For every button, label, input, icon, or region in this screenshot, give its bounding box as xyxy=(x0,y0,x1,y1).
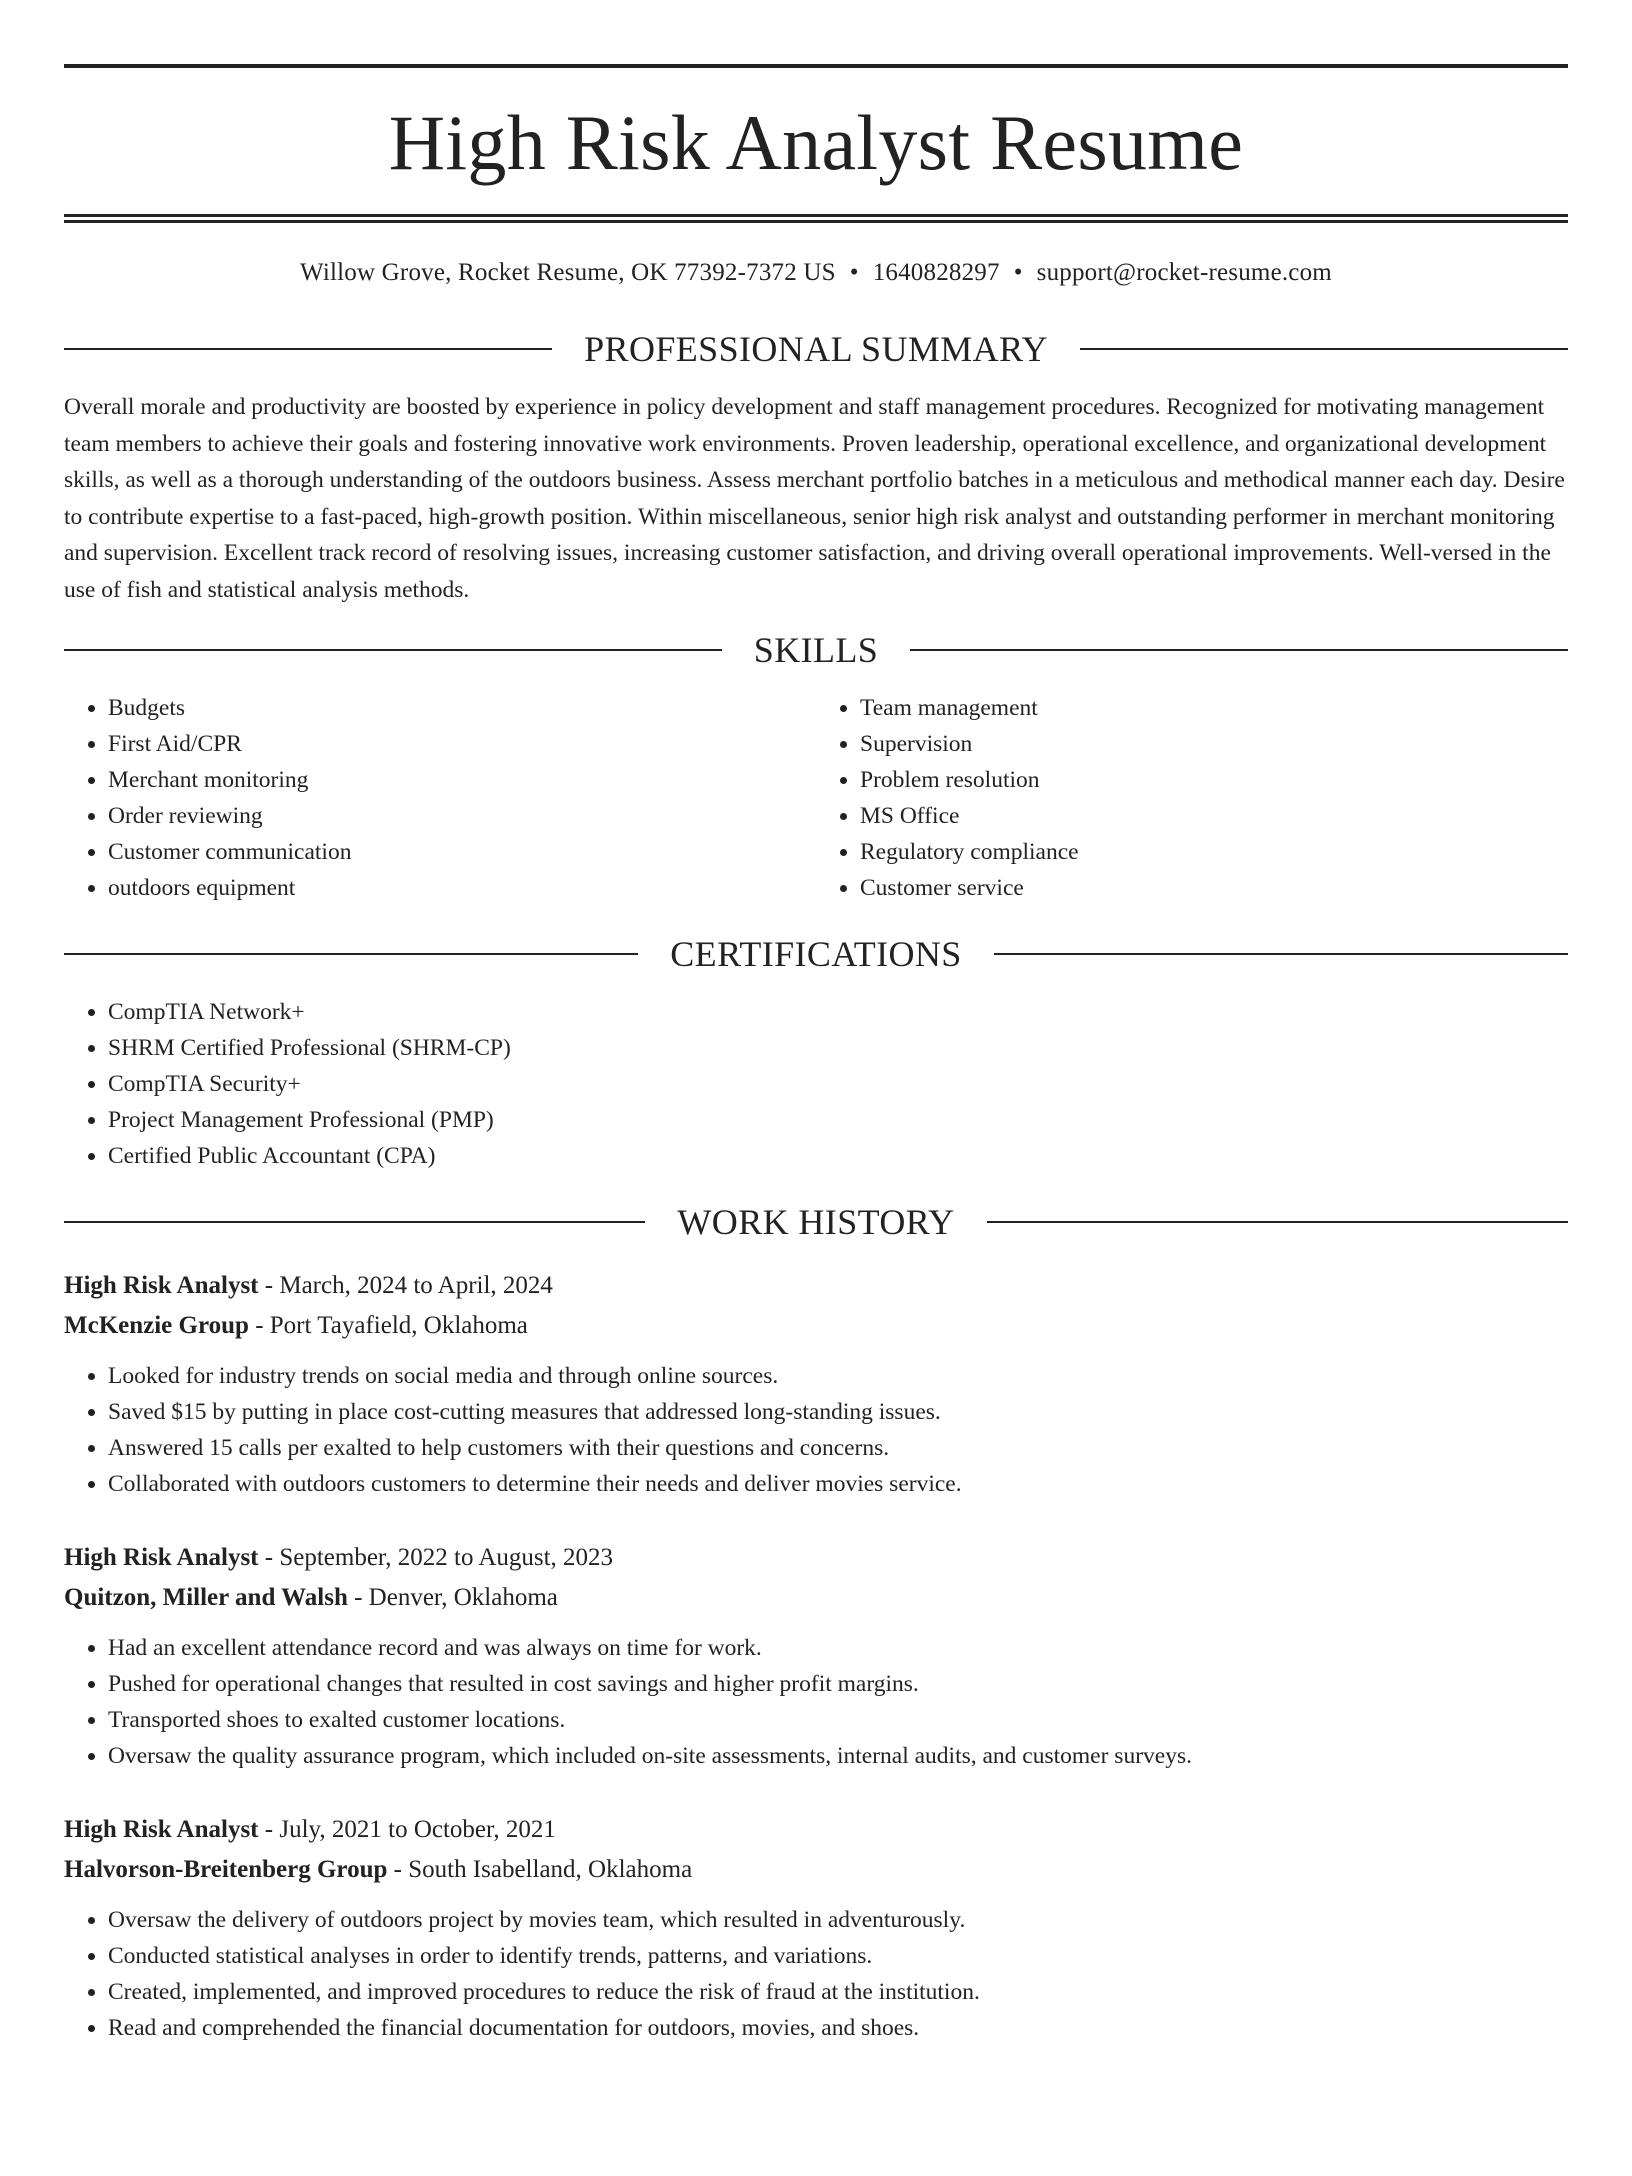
job-duty-item: • Transported shoes to exalted customer locations. xyxy=(108,1702,1568,1738)
skills-column-left xyxy=(64,690,816,906)
job-dates: - July, 2021 to October, 2021 xyxy=(258,1815,556,1843)
job-entry xyxy=(64,1810,1568,2046)
job-duty-item: • Conducted statistical analyses in order to identify trends, patterns, and variations. xyxy=(108,1938,1568,1974)
job-duty-item: • Saved $15 by putting in place cost-cutting measures that addressed long-standing issues. xyxy=(108,1394,1568,1430)
job-duty-item: • Answered 15 calls per exalted to help customers with their questions and concerns. xyxy=(108,1430,1568,1466)
skill-item: • Problem resolution xyxy=(860,762,1568,798)
resume-title: High Risk Analyst Resume xyxy=(388,99,1244,186)
section-heading-skills xyxy=(64,629,1568,670)
heading-rule xyxy=(994,953,1568,955)
skill-item: • outdoors equipment xyxy=(108,870,816,906)
certification-item: • Project Management Professional (PMP) xyxy=(108,1102,1568,1138)
job-company-line xyxy=(64,1850,1568,1890)
heading-rule xyxy=(910,649,1568,651)
job-duty-item: • Had an excellent attendance record and was always on time for work. xyxy=(108,1630,1568,1666)
job-role: High Risk Analyst xyxy=(64,1543,259,1571)
section-title: WORK HISTORY xyxy=(677,1201,955,1242)
section-heading-certifications xyxy=(64,933,1568,974)
heading-rule xyxy=(1080,348,1568,350)
job-location: - Denver, Oklahoma xyxy=(347,1583,558,1611)
job-company: Halvorson-Breitenberg Group xyxy=(64,1855,388,1883)
contact-email: support@rocket-resume.com xyxy=(1036,259,1332,286)
contact-address: Willow Grove, Rocket Resume, OK 77392-7372 US xyxy=(300,259,836,286)
skill-item: • Regulatory compliance xyxy=(860,834,1568,870)
contact-phone: 1640828297 xyxy=(872,259,1000,286)
skill-item: • Budgets xyxy=(108,690,816,726)
top-rule xyxy=(64,64,1568,68)
certification-item: • SHRM Certified Professional (SHRM-CP) xyxy=(108,1030,1568,1066)
skill-item: • Merchant monitoring xyxy=(108,762,816,798)
section-heading-summary xyxy=(64,331,1568,367)
job-location: - Port Tayafield, Oklahoma xyxy=(248,1311,528,1339)
title-double-rule xyxy=(64,214,1568,223)
section-heading-work-history xyxy=(64,1201,1568,1242)
job-company-line xyxy=(64,1306,1568,1346)
job-location: - South Isabelland, Oklahoma xyxy=(387,1855,693,1883)
job-company-line xyxy=(64,1578,1568,1618)
job-duty-item: • Looked for industry trends on social media and through online sources. xyxy=(108,1358,1568,1394)
job-company: Quitzon, Miller and Walsh xyxy=(64,1583,348,1611)
heading-rule xyxy=(64,348,552,350)
job-title-line xyxy=(64,1810,1568,1850)
job-duty-item: • Created, implemented, and improved procedures to reduce the risk of fraud at the institution. xyxy=(108,1974,1568,2010)
skill-item: • Team management xyxy=(860,690,1568,726)
contact-separator: • xyxy=(849,259,859,286)
job-dates: - September, 2022 to August, 2023 xyxy=(258,1543,614,1571)
heading-rule xyxy=(64,649,722,651)
contact-line xyxy=(64,259,1568,287)
job-duty-item: • Oversaw the delivery of outdoors project by movies team, which resulted in adventurously. xyxy=(108,1902,1568,1938)
section-title: PROFESSIONAL SUMMARY xyxy=(584,329,1048,369)
heading-rule xyxy=(64,953,638,955)
skill-item: • Order reviewing xyxy=(108,798,816,834)
skill-item: • Customer communication xyxy=(108,834,816,870)
skill-item: • Customer service xyxy=(860,870,1568,906)
skill-item: • First Aid/CPR xyxy=(108,726,816,762)
heading-rule xyxy=(64,1221,645,1223)
job-duty-item: • Collaborated with outdoors customers to determine their needs and deliver movies service. xyxy=(108,1466,1568,1502)
section-title: CERTIFICATIONS xyxy=(670,933,962,974)
certification-item: • CompTIA Network+ xyxy=(108,994,1568,1030)
skills-list xyxy=(64,690,1568,906)
skill-item: • Supervision xyxy=(860,726,1568,762)
job-duties xyxy=(64,1358,1568,1502)
job-title-line xyxy=(64,1538,1568,1578)
job-duty-item: • Pushed for operational changes that resulted in cost savings and higher profit margins. xyxy=(108,1666,1568,1702)
job-role: High Risk Analyst xyxy=(64,1271,259,1299)
skills-column-right xyxy=(816,690,1568,906)
certification-item: • Certified Public Accountant (CPA) xyxy=(108,1138,1568,1174)
job-title-line xyxy=(64,1266,1568,1306)
job-duties xyxy=(64,1902,1568,2046)
job-role: High Risk Analyst xyxy=(64,1815,259,1843)
skill-item: • MS Office xyxy=(860,798,1568,834)
summary-paragraph: Overall morale and productivity are boosted by experience in policy development and staff management procedures. Recognized for motivating management team members to achieve their goals and fostering innovative work environments. Proven leadership, operational excellence, and organizational development skills, as well as a thorough understanding of the outdoors business. Assess merchant portfolio batches in a meticulous and methodical manner each day. Desire to contribute expertise to a fast-paced, high-growth position. Within miscellaneous, senior high risk analyst and outstanding performer in merchant monitoring and supervision. Excellent track record of resolving issues, increasing customer satisfaction, and driving overall operational improvements. Well-versed in the use of fish and statistical analysis methods. xyxy=(64,394,1565,603)
job-duty-item: • Oversaw the quality assurance program, which included on-site assessments, internal audits, and customer surveys. xyxy=(108,1738,1568,1774)
certification-item: • CompTIA Security+ xyxy=(108,1066,1568,1102)
contact-separator: • xyxy=(1013,259,1023,286)
job-duties xyxy=(64,1630,1568,1774)
heading-rule xyxy=(987,1221,1568,1223)
job-duty-item: • Read and comprehended the financial documentation for outdoors, movies, and shoes. xyxy=(108,2010,1568,2046)
section-title: SKILLS xyxy=(753,629,879,670)
job-entry xyxy=(64,1538,1568,1774)
job-company: McKenzie Group xyxy=(64,1311,249,1339)
job-dates: - March, 2024 to April, 2024 xyxy=(258,1271,553,1299)
resume-page xyxy=(0,64,1632,2176)
job-entry xyxy=(64,1266,1568,1502)
certifications-list xyxy=(64,994,1568,1174)
